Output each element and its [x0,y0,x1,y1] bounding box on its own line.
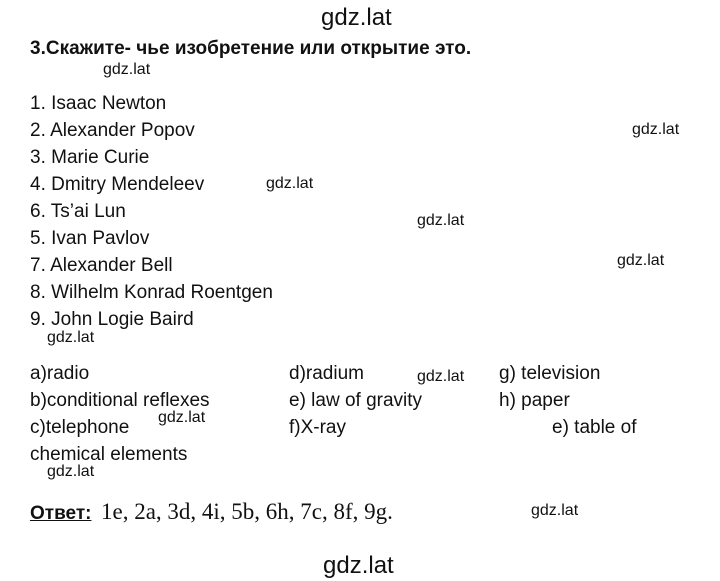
watermark-top: gdz.lat [321,4,392,31]
watermark: gdz.lat [632,121,680,138]
answer-text: 1e, 2a, 3d, 4i, 5b, 6h, 7c, 8f, 9g. [101,499,393,524]
watermark-bottom: gdz.lat [323,552,394,579]
exercise-title: 3.Скажите- чье изобретение или открытие это. [30,38,472,59]
watermark: gdz.lat [417,212,465,229]
watermark: gdz.lat [417,368,465,385]
list-item: 5. Ivan Pavlov [30,228,150,249]
answer-label: Ответ: [30,503,92,524]
option-h: h) paper [499,390,570,411]
list-item: 8. Wilhelm Konrad Roentgen [30,282,273,303]
option-d: d)radium [289,363,364,384]
option-e: e) law of gravity [289,390,423,411]
watermark: gdz.lat [103,61,151,78]
watermark: gdz.lat [47,463,95,480]
watermark: gdz.lat [47,329,95,346]
list-item: 4. Dmitry Mendeleev [30,174,205,195]
list-item: 2. Alexander Popov [30,120,195,141]
option-a: a)radio [30,363,90,384]
list-item: 9. John Logie Baird [30,309,194,330]
list-item: 3. Marie Curie [30,147,150,168]
list-item: 1. Isaac Newton [30,93,167,114]
option-c: c)telephone [30,417,130,438]
list-item: 6. Ts’ai Lun [30,201,126,222]
option-c-continued: chemical elements [30,444,188,465]
watermark: gdz.lat [266,175,314,192]
watermark: gdz.lat [158,409,206,426]
option-b: b)conditional reflexes [30,390,210,411]
list-item: 7. Alexander Bell [30,255,173,276]
option-f: f)X-ray [289,417,346,438]
option-e-table: e) table of [552,417,637,438]
option-g: g) television [499,363,601,384]
watermark: gdz.lat [531,502,579,519]
watermark: gdz.lat [617,252,665,269]
